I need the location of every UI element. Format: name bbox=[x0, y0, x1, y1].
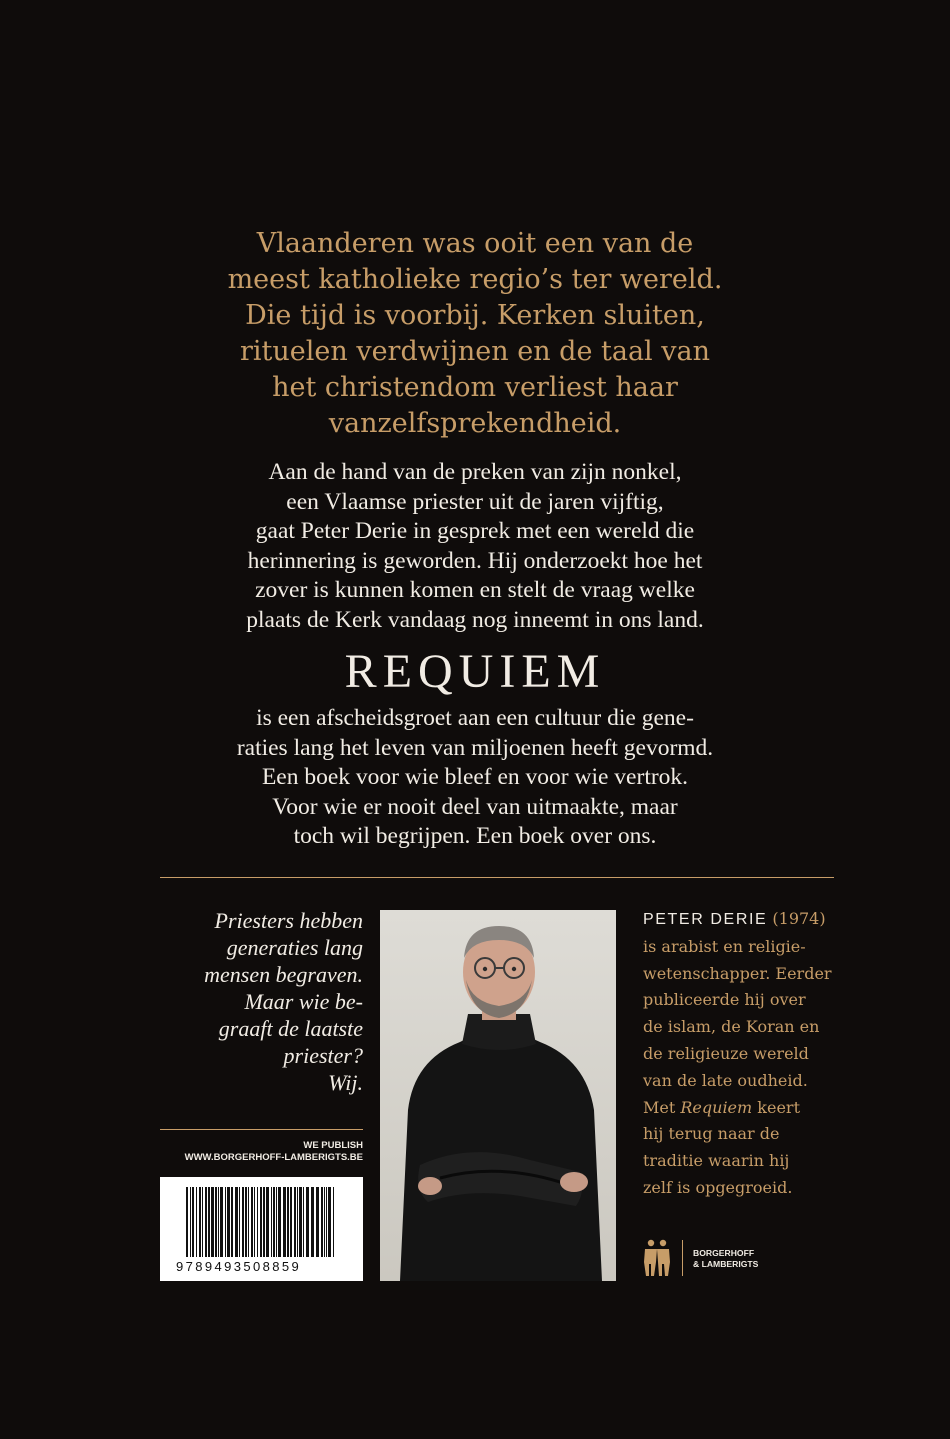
description-line: herinnering is geworden. Hij onderzoekt hoe het bbox=[247, 547, 703, 574]
bio-line bbox=[643, 1095, 853, 1122]
publisher-name-line: & LAMBERIGTS bbox=[693, 1258, 759, 1269]
author-bio bbox=[643, 906, 853, 1202]
barcode-bar bbox=[324, 1187, 325, 1257]
barcode-bar bbox=[278, 1187, 281, 1257]
barcode-bar bbox=[199, 1187, 201, 1257]
barcode-bar bbox=[283, 1187, 286, 1257]
divider-line bbox=[160, 877, 834, 878]
barcode-bar bbox=[273, 1187, 275, 1257]
description-line: Voor wie er nooit deel van uitmaakte, maar bbox=[272, 793, 678, 820]
barcode-bar bbox=[326, 1187, 327, 1257]
publisher-name bbox=[693, 1248, 758, 1269]
barcode-bar bbox=[215, 1187, 217, 1257]
quote-line: Maar wie be- bbox=[244, 989, 363, 1014]
quote-line: graaft de laatste bbox=[218, 1016, 363, 1041]
bio-line: hij terug naar de bbox=[643, 1124, 780, 1144]
barcode-bar bbox=[294, 1187, 296, 1257]
barcode-icon bbox=[186, 1187, 336, 1261]
quote-line: generaties lang bbox=[226, 935, 363, 960]
bio-line: zelf is opgegroeid. bbox=[643, 1177, 793, 1197]
barcode-bar bbox=[231, 1187, 233, 1257]
barcode-bar bbox=[271, 1187, 272, 1257]
quote-line: Priesters hebben bbox=[214, 908, 363, 933]
bio-line: traditie waarin hij bbox=[643, 1151, 790, 1171]
intro-line: het christendom verliest haar bbox=[272, 372, 678, 403]
author-birth-year: (1974) bbox=[772, 909, 826, 928]
quote-line: Wij. bbox=[328, 1070, 363, 1095]
bio-line: is arabist en religie- bbox=[643, 936, 806, 956]
description-line: gaat Peter Derie in gesprek met een wereld die bbox=[255, 518, 695, 544]
barcode-bar bbox=[266, 1187, 269, 1257]
barcode-bar bbox=[297, 1187, 298, 1257]
barcode-bar bbox=[276, 1187, 277, 1257]
isbn-number: 9789493508859 bbox=[176, 1259, 302, 1274]
intro-line: Vlaanderen was ooit een van de bbox=[256, 228, 694, 259]
author-name: PETER DERIE bbox=[643, 911, 768, 928]
barcode-bar bbox=[311, 1187, 314, 1257]
author-photo bbox=[380, 910, 616, 1281]
divider-line-small bbox=[160, 1129, 363, 1130]
bio-book-title: Requiem bbox=[680, 1097, 753, 1117]
barcode-bar bbox=[242, 1187, 244, 1257]
quote-line: priester? bbox=[283, 1043, 363, 1068]
barcode-bar bbox=[306, 1187, 309, 1257]
publisher-logo bbox=[640, 1238, 790, 1282]
barcode-bar bbox=[333, 1187, 334, 1257]
barcode-bar bbox=[248, 1187, 249, 1257]
publisher-url[interactable]: WWW.BORGERHOFF-LAMBERIGTS.BE bbox=[184, 1152, 363, 1163]
bio-line: wetenschapper. Eerder bbox=[643, 963, 832, 983]
description-line: een Vlaamse priester uit de jaren vijftig, bbox=[286, 488, 664, 515]
intro-line: rituelen verdwijnen en de taal van bbox=[239, 336, 711, 367]
barcode-bar bbox=[225, 1187, 226, 1257]
barcode-bar bbox=[257, 1187, 258, 1257]
barcode-bar bbox=[303, 1187, 304, 1257]
description-line: is een afscheidsgroet aan een cultuur die gene- bbox=[256, 705, 694, 731]
publisher-tagline-text: WE PUBLISH bbox=[303, 1140, 363, 1151]
barcode-bar bbox=[192, 1187, 194, 1257]
barcode-bar bbox=[287, 1187, 289, 1257]
book-title: REQUIEM bbox=[344, 645, 606, 698]
barcode-bar bbox=[245, 1187, 247, 1257]
barcode-bar bbox=[321, 1187, 323, 1257]
bio-line: publiceerde hij over bbox=[643, 990, 806, 1010]
barcode-bar bbox=[202, 1187, 203, 1257]
barcode-bar bbox=[218, 1187, 219, 1257]
barcode-bar bbox=[328, 1187, 331, 1257]
barcode-bar bbox=[290, 1187, 292, 1257]
description-line: Een boek voor wie bleef en voor wie vertrok. bbox=[261, 764, 689, 790]
bio-line-text: keert bbox=[752, 1097, 800, 1117]
barcode-bar bbox=[235, 1187, 238, 1257]
bio-line: de islam, de Koran en bbox=[643, 1017, 820, 1037]
barcode-bar bbox=[190, 1187, 191, 1257]
intro-text bbox=[180, 226, 770, 442]
barcode-bar bbox=[239, 1187, 240, 1257]
barcode-bar bbox=[260, 1187, 262, 1257]
description-paragraph-2 bbox=[200, 704, 750, 852]
intro-line: meest katholieke regio’s ter wereld. bbox=[227, 264, 723, 295]
barcode-bar bbox=[211, 1187, 214, 1257]
barcode-bar bbox=[196, 1187, 197, 1257]
description-line: Aan de hand van de preken van zijn nonkel, bbox=[268, 459, 682, 485]
description-line: toch wil begrijpen. Een boek over ons. bbox=[293, 823, 657, 849]
description-line: raties lang het leven van miljoenen heeft gevormd. bbox=[236, 734, 714, 761]
barcode-bar bbox=[263, 1187, 265, 1257]
author-portrait-image bbox=[380, 910, 616, 1281]
bio-line: van de late oudheid. bbox=[643, 1070, 808, 1090]
description-paragraph-1 bbox=[200, 458, 750, 635]
barcode bbox=[160, 1177, 363, 1281]
publisher-figures-icon bbox=[640, 1238, 674, 1278]
description-line: plaats de Kerk vandaag nog inneemt in ons land. bbox=[246, 606, 704, 633]
logo-divider bbox=[682, 1240, 683, 1276]
bio-line-text: Met bbox=[643, 1097, 681, 1117]
publisher-name-line: BORGERHOFF bbox=[693, 1248, 755, 1258]
barcode-bar bbox=[299, 1187, 302, 1257]
quote-line: mensen begraven. bbox=[204, 962, 363, 987]
barcode-bar bbox=[186, 1187, 188, 1257]
bio-line: de religieuze wereld bbox=[643, 1043, 809, 1063]
pull-quote bbox=[160, 907, 363, 1096]
barcode-bar bbox=[227, 1187, 230, 1257]
intro-line: Die tijd is voorbij. Kerken sluiten, bbox=[245, 300, 705, 331]
publisher-tagline bbox=[160, 1140, 363, 1164]
barcode-bar bbox=[251, 1187, 253, 1257]
barcode-bar bbox=[316, 1187, 319, 1257]
description-line: zover is kunnen komen en stelt de vraag welke bbox=[255, 577, 695, 603]
barcode-bar bbox=[254, 1187, 255, 1257]
barcode-bar bbox=[205, 1187, 207, 1257]
barcode-bar bbox=[220, 1187, 223, 1257]
intro-line: vanzelfsprekendheid. bbox=[328, 408, 622, 439]
barcode-bar bbox=[208, 1187, 210, 1257]
